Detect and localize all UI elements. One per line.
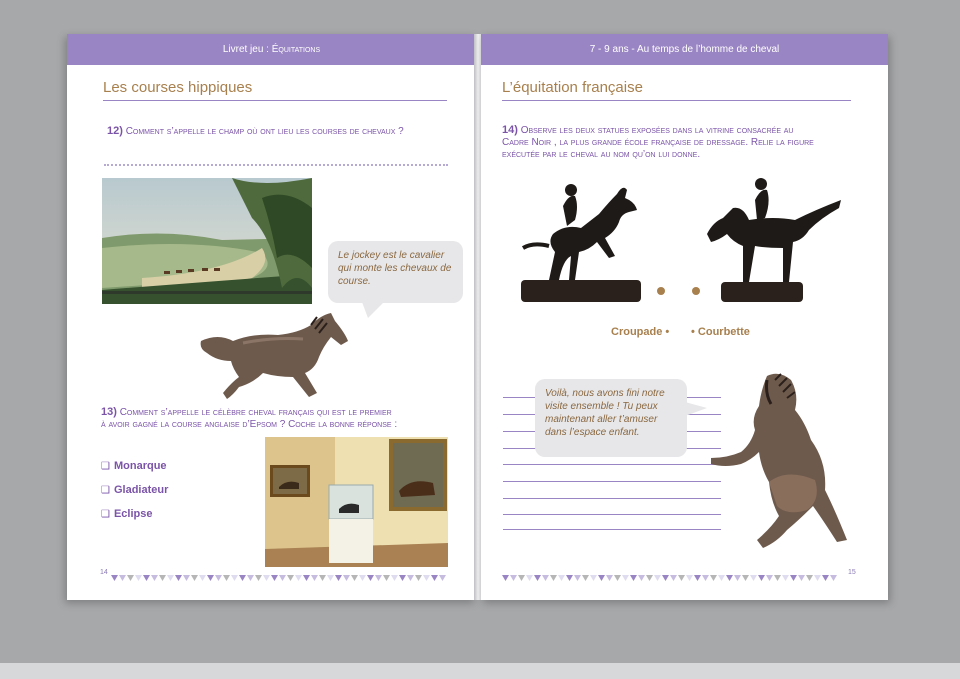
left-page-title: Les courses hippiques: [103, 79, 253, 96]
checkbox-icon[interactable]: ❑: [101, 509, 110, 520]
left-header-band: [67, 34, 476, 65]
connector-dot-left[interactable]: [657, 287, 665, 295]
right-triangle-border: [502, 575, 842, 582]
choice-label: Gladiateur: [113, 484, 169, 496]
right-page-number: 15: [848, 569, 856, 576]
answer-line: [503, 481, 721, 482]
answer-line: [503, 498, 721, 499]
museum-room-photo: [265, 437, 448, 567]
left-title-rule: [103, 100, 447, 101]
right-title-rule: [502, 100, 851, 101]
question-14-line3: exécutée par le cheval au nom qu’on lui donne.: [502, 149, 701, 160]
right-header-band: [481, 34, 888, 65]
final-speech-bubble: [535, 379, 687, 457]
left-triangle-border: [111, 575, 451, 582]
bubble-tail-icon: [362, 302, 384, 318]
answer-line: [503, 514, 721, 515]
question-13-line2: à avoir gagné la course anglaise d’Epsom ? Coche la bonne réponse :: [101, 419, 398, 430]
choice-label: Monarque: [113, 460, 167, 472]
checkbox-icon[interactable]: ❑: [101, 485, 110, 496]
choice-eclipse[interactable]: [101, 508, 153, 520]
left-header-main: Équitations: [271, 44, 321, 55]
question-12: [107, 125, 404, 138]
floor: [0, 663, 960, 679]
answer-line: [503, 464, 721, 465]
jockey-bubble-text: Le jockey est le cavalier qui monte les chevaux de course.: [338, 250, 452, 287]
question-12-number: 12): [107, 125, 123, 137]
question-13-number: 13): [101, 406, 117, 418]
left-page-number: 14: [100, 569, 108, 576]
right-header-text: 7 - 9 ans - Au temps de l’homme de cheval: [589, 44, 780, 55]
racecourse-painting: [102, 178, 312, 304]
jockey-speech-bubble: [328, 241, 463, 303]
final-bubble-text: Voilà, nous avons fini notre visite ensemble ! Tu peux maintenant aller t’amuser dans l’espace enfant.: [545, 388, 665, 438]
question-12-text: Comment s’appelle le champ où ont lieu les courses de chevaux ?: [125, 126, 404, 137]
answer-dotted-line: [104, 164, 448, 166]
left-page: [67, 34, 476, 600]
checkbox-icon[interactable]: ❑: [101, 461, 110, 472]
answer-line: [503, 529, 721, 530]
question-14-line2: Cadre Noir , la plus grande école française de dressage. Relie la figure: [502, 137, 814, 148]
statue-kicking-horse: [703, 176, 843, 304]
connector-dot-right[interactable]: [692, 287, 700, 295]
label-courbette: • Courbette: [691, 326, 750, 338]
galloping-horse-illustration: [193, 311, 353, 401]
bubble-tail-icon: [685, 402, 707, 418]
rearing-horse-illustration: [707, 370, 857, 560]
choice-gladiateur[interactable]: [101, 484, 168, 496]
right-page-title: L’équitation française: [502, 79, 643, 96]
choice-label: Eclipse: [113, 508, 153, 520]
left-header-prefix: Livret jeu :: [222, 44, 272, 55]
label-croupade: Croupade •: [611, 326, 670, 338]
right-page: [481, 34, 888, 600]
choice-monarque[interactable]: [101, 460, 167, 472]
question-14-number: 14): [502, 124, 518, 136]
question-14: [502, 124, 814, 161]
question-13-line1: Comment s’appelle le célèbre cheval français qui est le premier: [119, 407, 392, 418]
statue-rearing-horse: [519, 176, 645, 306]
question-14-line1: Observe les deux statues exposées dans la vitrine consacrée au: [520, 125, 794, 136]
question-13: [101, 406, 397, 431]
